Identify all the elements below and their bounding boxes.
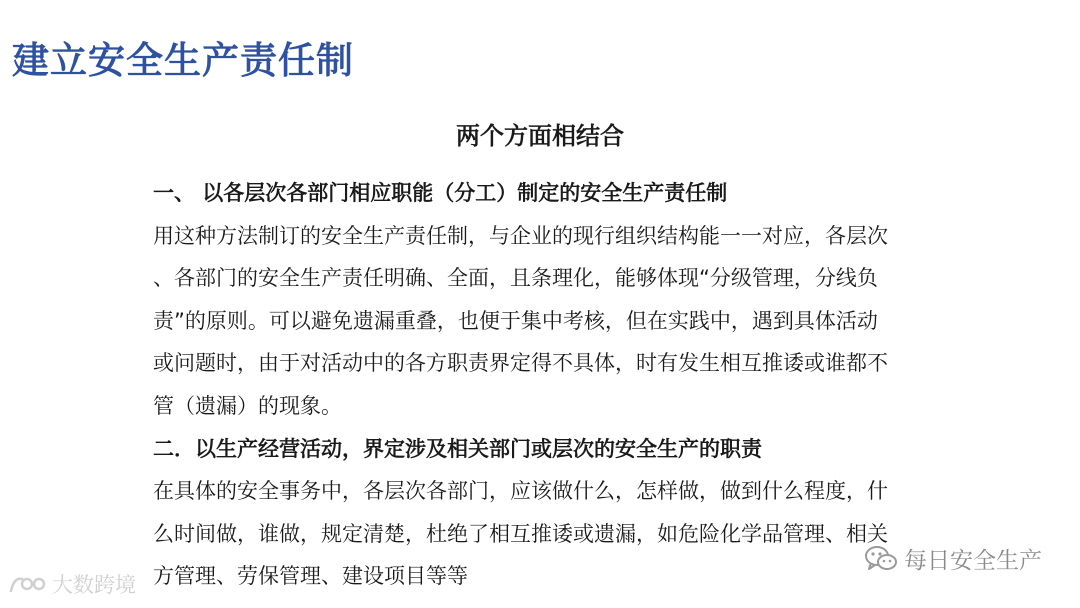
watermark-text: 大数跨境 [52, 573, 136, 597]
paragraph-line: 在具体的安全事务中，各层次各部门，应该做什么，怎样做，做到什么程度，什 [153, 479, 888, 504]
section-heading-2: 二．以生产经营活动，界定涉及相关部门或层次的安全生产的职责 [153, 436, 762, 461]
paragraph-line: 方管理、劳保管理、建设项目等等 [153, 564, 468, 589]
logo-icon [8, 571, 48, 597]
slide-title: 建立安全生产责任制 [12, 39, 354, 82]
paragraph-line: 么时间做，谁做，规定清楚，杜绝了相互推诿或遗漏，如危险化学品管理、相关 [153, 521, 888, 546]
paragraph-line: 或问题时，由于对活动中的各方职责界定得不具体，时有发生相互推诿或谁都不 [153, 351, 888, 376]
slide-subtitle: 两个方面相结合 [456, 122, 624, 150]
paragraph-line: 、各部门的安全生产责任明确、全面，且条理化，能够体现“分级管理，分线负 [153, 266, 878, 291]
wechat-account-name: 每日安全生产 [904, 548, 1042, 574]
paragraph-line: 管（遗漏）的现象。 [153, 393, 342, 418]
wechat-badge [864, 542, 1042, 575]
wechat-icon [864, 544, 898, 574]
watermark [8, 569, 136, 599]
paragraph-line: 责”的原则。可以避免遗漏重叠，也便于集中考核，但在实践中，遇到具体活动 [153, 308, 878, 333]
paragraph-line: 用这种方法制订的安全生产责任制，与企业的现行组织结构能一一对应，各层次 [153, 223, 888, 248]
section-heading-1: 一、 以各层次各部门相应职能（分工）制定的安全生产责任制 [153, 181, 728, 205]
slide-body [153, 172, 953, 598]
